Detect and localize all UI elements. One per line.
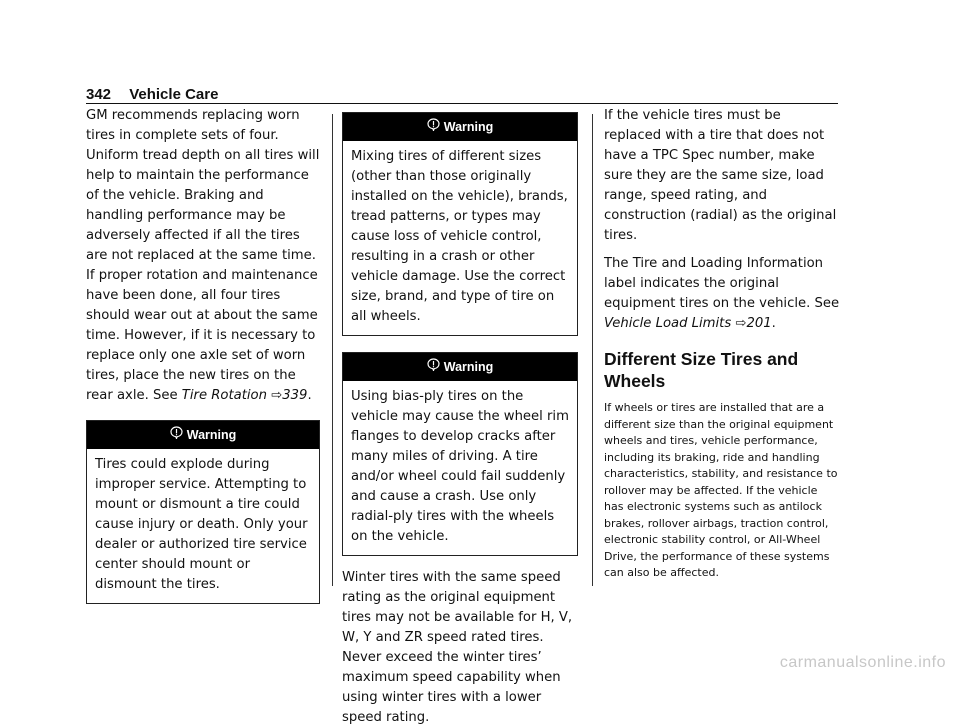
ref-page-201[interactable]: 201: [746, 316, 772, 331]
intro-paragraph: GM recommends replacing worn tires in complete sets of four. Uniform tread depth on all tires will help to maintain the performance of the vehicle. Braking and handling performance may be adversely affected if all the tires are not replaced at the same time. If proper rotation and maintenance have been done, all four tires should wear out at about the same time. However, if it is necessary to replace only one axle set of worn tires, place the new tires on the rear axle. See Tire Rotation ⇨339.: [86, 108, 320, 403]
ref-tire-rotation[interactable]: Tire Rotation: [181, 388, 267, 403]
column-divider-2: [592, 114, 593, 586]
warning-box-bias-ply: [342, 352, 578, 556]
tpc-spec-paragraph: If the vehicle tires must be replaced with a tire that does not have a TPC Spec number, make sure they are the same size, load range, speed rating, and construction (radial) as the original tires.: [604, 108, 837, 243]
different-size-paragraph: If wheels or tires are installed that are a different size than the original equipment wheels and tires, vehicle performance, including its braking, ride and handling characteristics, stability, and resistance to rollover may be affected. If the vehicle has electronic systems such as antilock brakes, rollover airbags, traction control, electronic stability control, or All-Wheel Drive, the performance of these systems can also be affected.: [604, 401, 838, 579]
warning-text: Using bias-ply tires on the vehicle may cause the wheel rim flanges to develop cracks after many miles of driving. A tire and/or wheel could fail suddenly and cause a crash. Use only radial-ply tires with the wheels on the vehicle.: [351, 389, 569, 544]
warning-box-mixing: [342, 112, 578, 336]
warning-title: Warning: [186, 428, 237, 442]
page-ref-arrow-icon: ⇨: [735, 316, 747, 331]
watermark: carmanualsonline.info: [779, 654, 946, 671]
column-divider-1: [332, 114, 333, 586]
warning-title: Warning: [443, 360, 494, 374]
section-title: Vehicle Care: [129, 86, 219, 103]
section-heading: Different Size Tires and Wheels: [604, 349, 799, 391]
column-3: [604, 106, 840, 582]
warning-title: Warning: [443, 120, 494, 134]
ref-vehicle-load-limits[interactable]: Vehicle Load Limits: [604, 316, 732, 331]
warning-icon: [427, 113, 440, 141]
warning-icon: [170, 421, 183, 449]
ref-page-339[interactable]: 339: [282, 388, 308, 403]
warning-box-explode: [86, 420, 320, 604]
column-2: [342, 106, 578, 728]
page-number: 342: [86, 86, 112, 103]
winter-tires-paragraph: Winter tires with the same speed rating as the original equipment tires may not be available for H, V, W, Y and ZR speed rated tires. Never exceed the winter tires’ maximum speed capability when using winter tires with a lower speed rating.: [342, 570, 573, 725]
page-header: [86, 86, 218, 103]
warning-icon: [427, 353, 440, 381]
column-1: [86, 106, 320, 604]
page-ref-arrow-icon: ⇨: [271, 388, 283, 403]
warning-text: Tires could explode during improper service. Attempting to mount or dismount a tire could cause injury or death. Only your dealer or authorized tire service center should mount or dismount the tires.: [95, 457, 308, 592]
loading-label-paragraph: The Tire and Loading Information label indicates the original equipment tires on the vehicle. See Vehicle Load Limits ⇨201.: [604, 256, 840, 331]
warning-text: Mixing tires of different sizes (other than those originally installed on the vehicle), brands, tread patterns, or types may cause loss of vehicle control, resulting in a crash or other vehicle damage. Use the correct size, brand, and type of tire on all wheels.: [351, 149, 568, 324]
header-rule: [86, 103, 838, 104]
